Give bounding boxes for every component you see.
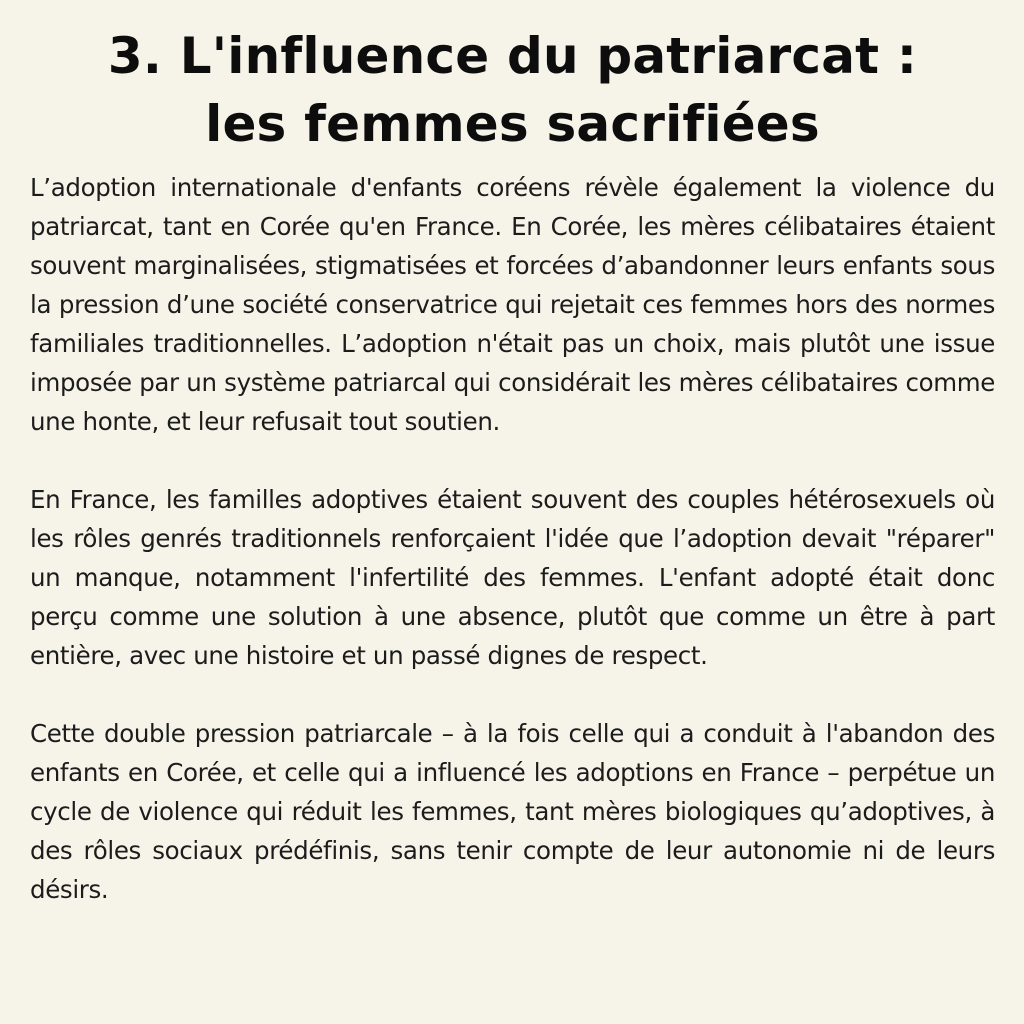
page-title [30,22,995,158]
title-line-2: les femmes sacrifiées [205,95,820,153]
paragraph-korea: L’adoption internationale d'enfants coréens révèle également la violence du patriarcat, tant en Corée qu'en France. En Corée, les mères célibataires étaient souvent marginalisées, stigmatisées et forcées d’abandonner leurs enfants sous la pression d’une société conservatrice qui rejetait ces femmes hors des normes familiales traditionnelles. L’adoption n'était pas un choix, mais plutôt une issue imposée par un système patriarcal qui considérait les mères célibataires comme une honte, et leur refusait tout soutien. [30,173,995,436]
paragraph-double-pressure: Cette double pression patriarcale – à la fois celle qui a conduit à l'abandon des enfants en Corée, et celle qui a influencé les adoptions en France – perpétue un cycle de violence qui réduit les femmes, tant mères biologiques qu’adoptives, à des rôles sociaux prédéfinis, sans tenir compte de leur autonomie ni de leurs désirs. [30,719,995,904]
body-text [30,168,995,909]
title-line-1: 3. L'influence du patriarcat : [107,27,918,85]
paragraph-france: En France, les familles adoptives étaient souvent des couples hétérosexuels où les rôles genrés traditionnels renforçaient l'idée que l’adoption devait "réparer" un manque, notamment l'infertilité des femmes. L'enfant adopté était donc perçu comme une solution à une absence, plutôt que comme un être à part entière, avec une histoire et un passé dignes de respect. [30,485,995,670]
